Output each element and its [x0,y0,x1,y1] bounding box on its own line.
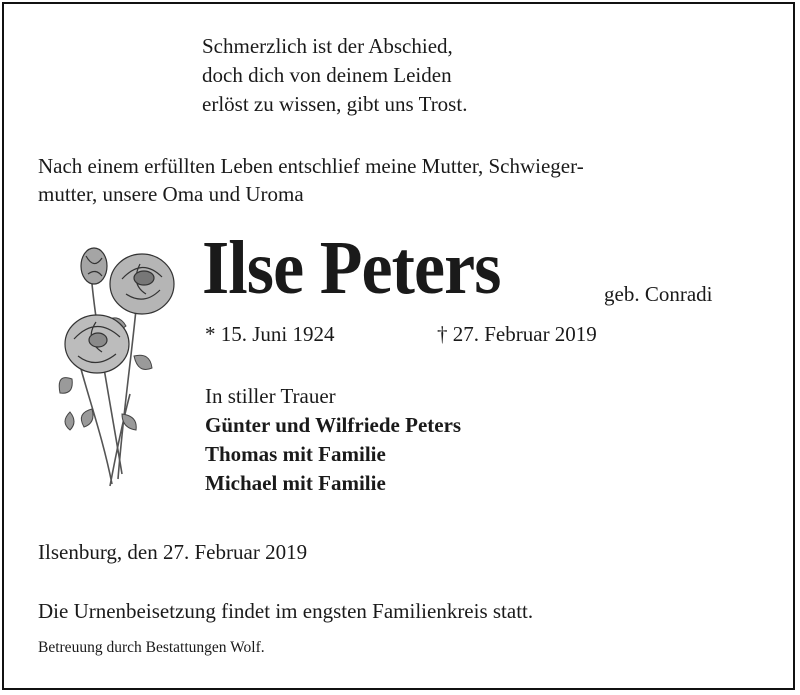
mourner-name: Günter und Wilfriede Peters [205,413,462,437]
verse [202,34,467,121]
intro-line: mutter, unsere Oma und Uroma [38,182,304,206]
funeral-home-note: Betreuung durch Bestattungen Wolf. [38,639,265,656]
intro-line: Nach einem erfüllten Leben entschlief meine Mutter, Schwieger- [38,154,584,178]
burial-note: Die Urnenbeisetzung findet im engsten Familienkreis statt. [38,599,534,623]
verse-line: erlöst zu wissen, gibt uns Trost. [202,92,468,116]
obituary-notice [2,2,795,690]
intro-text [38,154,584,210]
birth-date: * 15. Juni 1924 [205,322,335,346]
maiden-name: geb. Conradi [604,282,713,306]
mourner-name: Thomas mit Familie [205,442,386,466]
verse-line: Schmerzlich ist der Abschied, [202,34,453,58]
death-date: † 27. Februar 2019 [437,322,597,346]
roses-icon [52,244,187,489]
mourning-intro: In stiller Trauer [205,384,336,408]
mourners-block [205,384,461,500]
mourner-name: Michael mit Familie [205,471,386,495]
deceased-name: Ilse Peters [202,226,501,310]
place-and-date: Ilsenburg, den 27. Februar 2019 [38,540,308,564]
verse-line: doch dich von deinem Leiden [202,63,452,87]
